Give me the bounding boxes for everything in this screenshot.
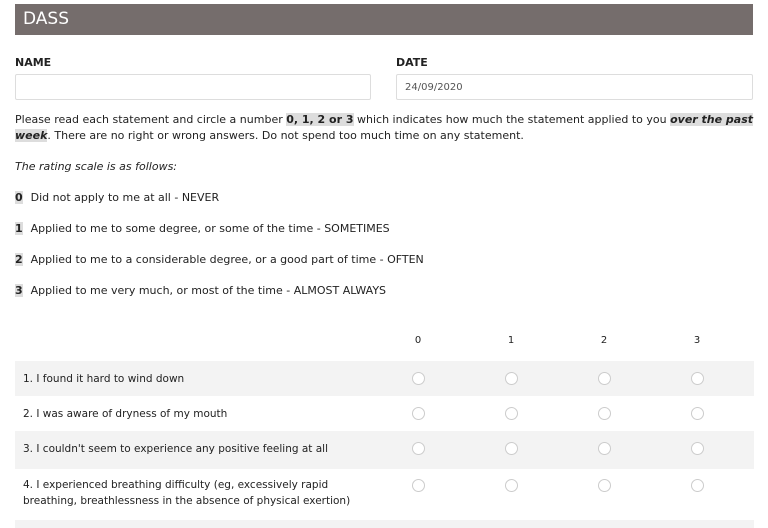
scale-text: Did not apply to me at all - NEVER <box>30 191 220 204</box>
page-title: DASS <box>15 4 753 35</box>
question-row <box>15 520 754 528</box>
scale-number: 0 <box>15 191 23 204</box>
date-input[interactable] <box>396 74 753 100</box>
radio-option-0[interactable] <box>412 407 425 420</box>
numbers-highlight: 0, 1, 2 or 3 <box>286 113 354 126</box>
radio-option-0[interactable] <box>412 442 425 455</box>
question-text: 4. I experienced breathing difficulty (eg, excessively rapid breathing, breathlessness in the absence of physical exertion) <box>23 479 351 507</box>
radio-option-2[interactable] <box>598 372 611 385</box>
scale-item <box>15 284 386 297</box>
scale-item <box>15 191 219 204</box>
radio-option-1[interactable] <box>505 372 518 385</box>
scale-text: Applied to me to some degree, or some of the time - SOMETIMES <box>30 222 390 235</box>
scale-item <box>15 253 424 266</box>
radio-option-3[interactable] <box>691 372 704 385</box>
question-text: 3. I couldn't seem to experience any positive feeling at all <box>23 443 329 455</box>
question-row <box>15 469 754 520</box>
period-highlight: over the past week <box>15 113 754 142</box>
radio-option-2[interactable] <box>598 479 611 492</box>
scale-number: 2 <box>15 253 23 266</box>
question-row <box>15 396 754 431</box>
column-header: 3 <box>693 335 701 346</box>
question-row <box>15 431 754 469</box>
scale-item <box>15 222 390 235</box>
date-label: DATE <box>396 56 428 69</box>
instructions-text: which indicates how much the statement applied to you <box>353 113 671 126</box>
question-row <box>15 361 754 396</box>
scale-text: Applied to me to a considerable degree, or a good part of time - OFTEN <box>30 253 424 266</box>
instructions-text: . There are no right or wrong answers. Do not spend too much time on any statement. <box>47 129 524 142</box>
instructions <box>15 112 755 144</box>
scale-number: 1 <box>15 222 23 235</box>
column-header: 0 <box>414 335 422 346</box>
radio-option-2[interactable] <box>598 407 611 420</box>
radio-option-3[interactable] <box>691 407 704 420</box>
question-text: 1. I found it hard to wind down <box>23 373 185 385</box>
radio-option-3[interactable] <box>691 479 704 492</box>
column-header: 1 <box>507 335 515 346</box>
radio-option-1[interactable] <box>505 479 518 492</box>
name-label: NAME <box>15 56 52 69</box>
scale-intro: The rating scale is as follows: <box>15 160 178 173</box>
column-header: 2 <box>600 335 608 346</box>
radio-option-3[interactable] <box>691 442 704 455</box>
radio-option-1[interactable] <box>505 442 518 455</box>
name-input[interactable] <box>15 74 371 100</box>
radio-option-1[interactable] <box>505 407 518 420</box>
radio-option-2[interactable] <box>598 442 611 455</box>
radio-option-0[interactable] <box>412 372 425 385</box>
scale-number: 3 <box>15 284 23 297</box>
question-text: 2. I was aware of dryness of my mouth <box>23 408 228 420</box>
instructions-text: Please read each statement and circle a number <box>15 113 287 126</box>
scale-text: Applied to me very much, or most of the time - ALMOST ALWAYS <box>30 284 387 297</box>
radio-option-0[interactable] <box>412 479 425 492</box>
